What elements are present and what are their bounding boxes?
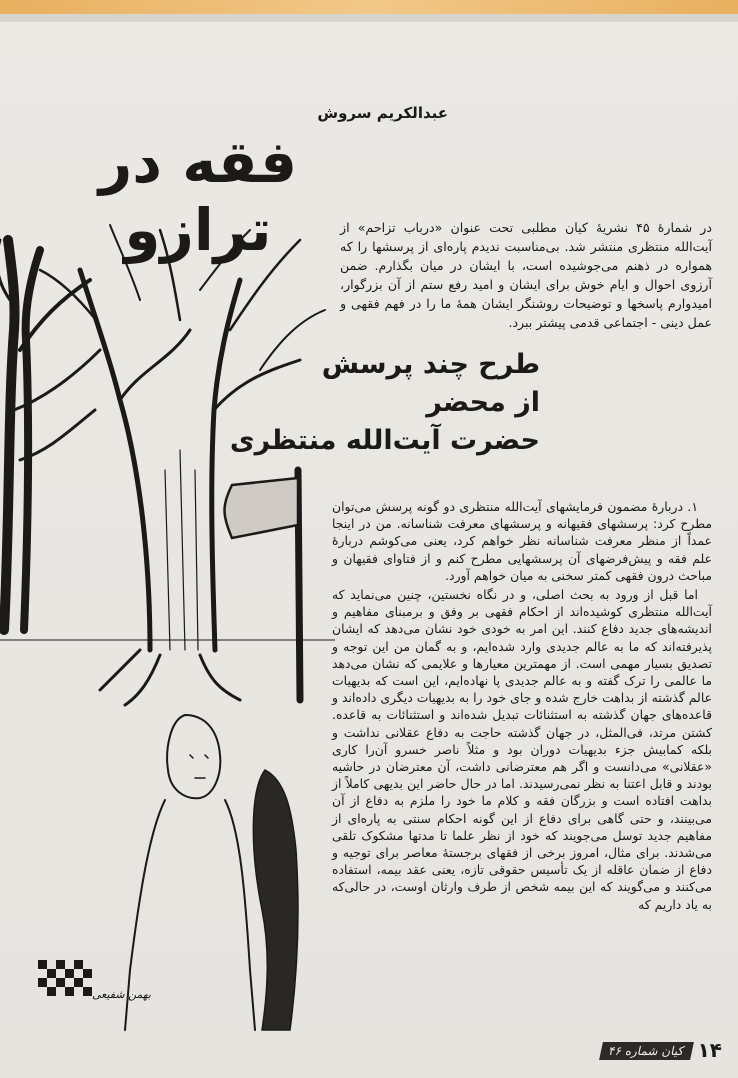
illustrator-signature: بهمن شفیعی (92, 988, 151, 1001)
page-number: ۱۴ (697, 1038, 722, 1062)
top-color-band (0, 0, 738, 14)
issue-label: کیان شماره ۴۶ (599, 1042, 694, 1060)
top-gray-band (0, 14, 738, 22)
page-footer (580, 1038, 730, 1064)
body-paragraph-2: اما قبل از ورود به بحث اصلی، و در نگاه نخستین، چنین می‌نماید که آیت‌الله منتظری کوشیده‌اند از احکام فقهی بر وفق و برمبنای مفاهیم و اندیشه‌های جدید دفاع کنند. این امر به خودی خود نشان می‌دهد که ایشان پذیرفته‌اند که ما به عالم جدیدی وارد شده‌ایم، و به گمان من این توجه و تصدیق بسیار مهمی است. از مهمترین معیارها و علایمی که نشان می‌دهد ما عالمی را ترک گفته و به عالم جدیدی پا نهاده‌ایم، این است که بدیهیات عالم گذشته از بداهت خارج شده و جای خود را به بدیهیات دیگری داده‌اند و قاعده‌های جهان گذشته به استثنائات تبدیل شده‌اند و استثنائات به قاعده. کشتن مرتد، فی‌المثل، در جهان گذشته حاجت به دفاع عقلانی نداشت و بلکه کمابیش جزء بدیهیات دوران بود و مثلاً ناصر خسرو آن‌را کاری «عقلانی» می‌دانست و اگر هم معترضانی داشت، آن معترضان در حاشیه بودند و قابل اعتنا به نظر نمی‌رسیدند. اما در حال حاضر این بدیهی کاملاً از بداهت افتاده است و بزرگان فقه و کلام ما خود را ملزم به دفاع از آن می‌بینند، و حتی گاهی برای دفاع از این گونه احکام سنتی به پاره‌ای از مفاهیم جدید توسل می‌جویند که خود از نظر علما تا مدتها مشکوک تلقی می‌شدند. برای مثال، امروز برخی از فقهای برجستهٔ معاصر برای توجیه و دفاع از ضمان عاقله از یک تأسیس حقوقی تازه، یعنی عقد بیمه، استفاده می‌کنند و می‌گویند که این بیمه شخص از طرف وارثان اوست، در حالی‌که به یاد داریم که (332, 587, 712, 912)
article-body (332, 498, 712, 915)
article-title: فقه در ترازو (98, 128, 298, 264)
subtitle-block (200, 346, 540, 460)
author-name: عبدالکریم سروش (317, 104, 448, 122)
body-paragraph-1: ۱. دربارهٔ مضمون فرمایشهای آیت‌الله منتظری دو گونه پرسش می‌توان مطرح کرد: پرسشهای فقیهانه و پرسشهای معرفت شناسانه. من در اینجا عمداً از منظر معرفت شناسانه نظر خواهم کرد، یعنی می‌کوشم دربارهٔ علم فقه و پیش‌فرضهای آن پرسشهایی مطرح کنم و از فتاوای فقیهان و مباحث درون فقهی کمتر سخنی به میان خواهم آورد. (332, 499, 712, 583)
subtitle-line-3: حضرت آیت‌الله منتظری (229, 425, 540, 456)
subtitle-line-2: از محضر (426, 387, 540, 418)
tree-axe-illustration (0, 210, 335, 1040)
intro-paragraph: در شمارهٔ ۴۵ نشریهٔ کیان مطلبی تحت عنوان «درباب تزاحم» از آیت‌الله منتظری منتشر شد. بی‌مناسبت ندیدم پاره‌ای از پرسشها را که همواره در ذهنم می‌جوشیده است، با ایشان در میان بگذارم. ضمن آرزوی احوال و ایام خوش برای ایشان و امید رفع ستم از آن بزرگوار، امیدوارم پاسخها و توضیحات روشنگر ایشان همهٔ ما را در فهم فقهی و عمل دینی - اجتماعی قدمی پیشتر ببرد. (340, 220, 712, 330)
subtitle-line-1: طرح چند پرسش (321, 349, 540, 380)
